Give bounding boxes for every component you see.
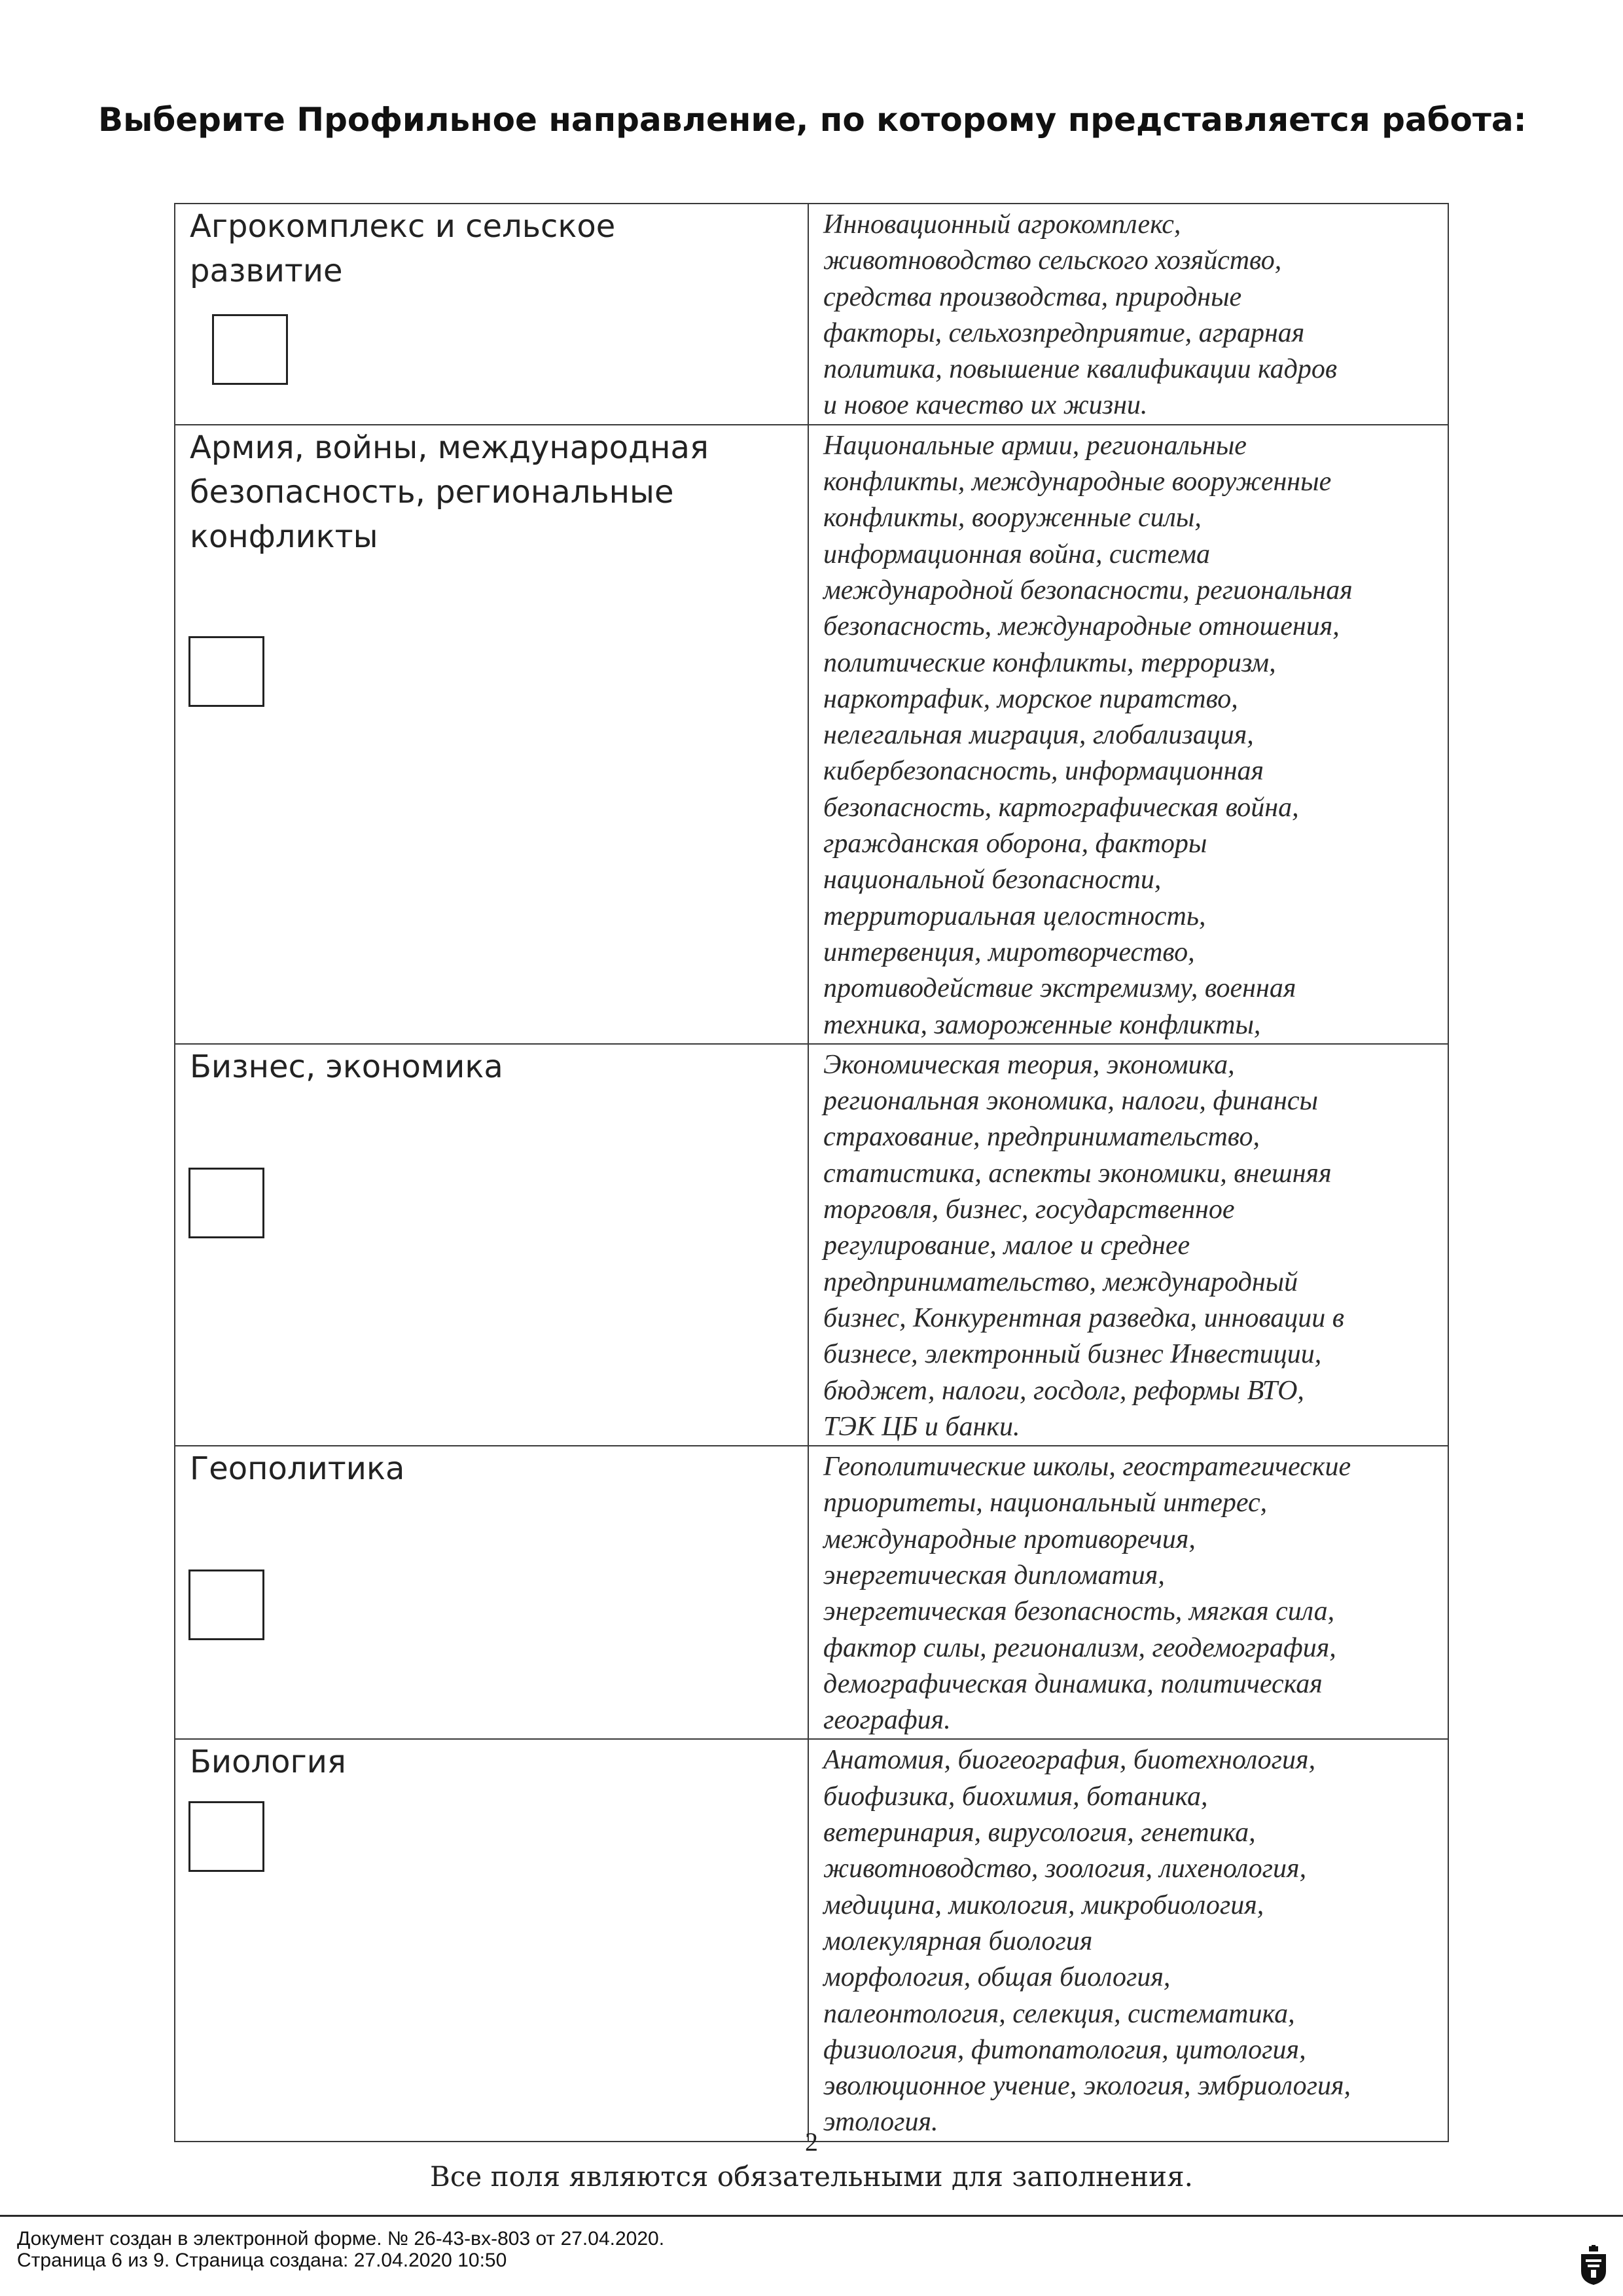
direction-row-biology [175,1739,1448,2141]
direction-name: Биология [190,1744,346,1781]
direction-description: Национальные армии, региональные конфликты, международные вооруженные конфликты, вооруженные силы, информационная война, система международной безопасности, региональная безопасность, международные отношения, политические конфликты, терроризм, наркотрафик, морское пиратство, нелегальная миграция, глобализация, кибербезопасность, информационная безопасность, картографическая война, гражданская оборона, факторы национальной безопасности, территориальная целостность, интервенция, миротворчество, противодействие экстремизму, военная техника, замороженные конфликты, [823,430,1353,1040]
direction-description: Экономическая теория, экономика, региональная экономика, налоги, финансы страхование, предпринимательство, статистика, аспекты экономики, внешняя торговля, бизнес, государственное регулирование, малое и среднее предпринимательство, международный бизнес, Конкурентная разведка, инновации в бизнесе, электронный бизнес Инвестиции, бюджет, налоги, госдолг, реформы ВТО, ТЭК ЦБ и банки. [823,1049,1345,1442]
direction-checkbox-army[interactable] [188,636,264,707]
direction-name: Геополитика [190,1450,405,1488]
direction-name-cell [175,1044,808,1446]
direction-name-cell [175,1739,808,2141]
page-heading: Выберите Профильное направление, по которому представляется работа: [98,101,1527,139]
direction-name: Бизнес, экономика [190,1048,503,1085]
direction-description-cell [808,1044,1448,1446]
direction-name-cell [175,1446,808,1739]
direction-row-agro [175,204,1448,425]
direction-description: Инновационный агрокомплекс, животноводство сельского хозяйство, средства производства, природные факторы, сельхозпредприятие, аграрная политика, повышение квалификации кадров и новое качество их жизни. [823,209,1338,421]
direction-name: Армия, войны, международная безопасность, региональные конфликты [190,429,709,555]
document-footer [17,2228,1522,2271]
direction-checkbox-agro[interactable] [212,314,288,385]
footer-document-info: Документ создан в электронной форме. № 26-43-вх-803 от 27.04.2020. [17,2228,665,2250]
footer-divider [0,2215,1623,2217]
direction-checkbox-geopolitics[interactable] [188,1570,264,1640]
emblem-icon [1578,2245,1609,2286]
direction-checkbox-biology[interactable] [188,1801,264,1872]
direction-name-cell [175,425,808,1044]
footer-page-info: Страница 6 из 9. Страница создана: 27.04.2020 10:50 [17,2250,507,2271]
direction-description-cell [808,204,1448,425]
direction-checkbox-business[interactable] [188,1168,264,1238]
direction-description-cell [808,1739,1448,2141]
direction-row-geopolitics [175,1446,1448,1739]
direction-description-cell [808,425,1448,1044]
required-fields-note: Все поля являются обязательными для заполнения. [430,2161,1193,2193]
direction-name-cell [175,204,808,425]
direction-description: Анатомия, биогеография, биотехнология, биофизика, биохимия, ботаника, ветеринария, вирусология, генетика, животноводство, зоология, лихенология, медицина, микология, микробиология, молекулярная биология морфология, общая биология, палеонтология, селекция, систематика, физиология, фитопатология, цитология, эволюционное учение, экология, эмбриология, этология. [823,1745,1351,2138]
direction-row-business [175,1044,1448,1446]
direction-description-cell [808,1446,1448,1739]
direction-row-army [175,425,1448,1044]
direction-name: Агрокомплекс и сельское развитие [190,208,616,289]
directions-table [174,203,1449,2142]
page-number: 2 [805,2127,818,2157]
direction-description: Геополитические школы, геостратегические приоритеты, национальный интерес, международные противоречия, энергетическая дипломатия, энергетическая безопасность, мягкая сила, фактор силы, регионализм, геодемография, демографическая динамика, политическая география. [823,1452,1351,1736]
